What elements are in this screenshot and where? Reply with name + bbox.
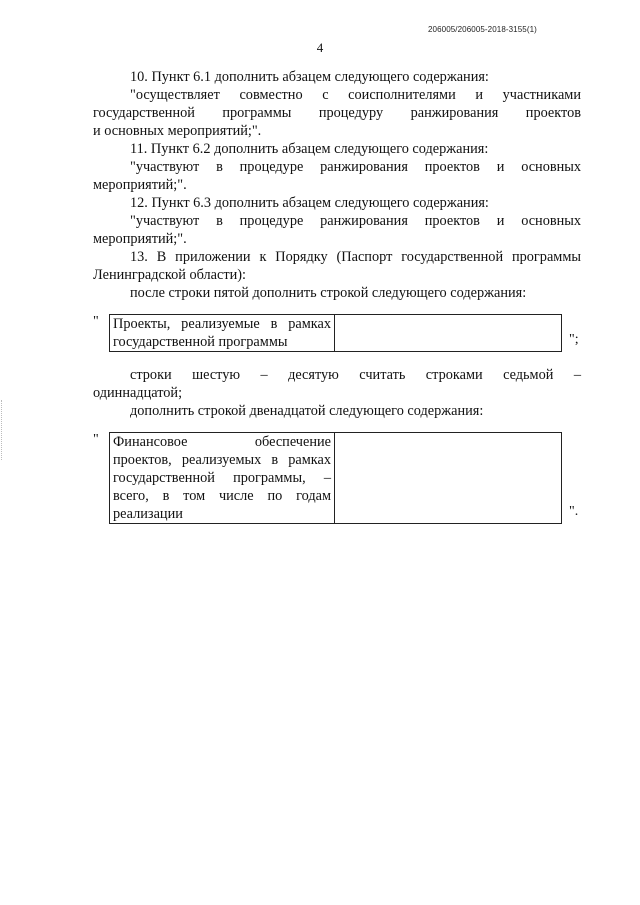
table-2-label-line-2: проектов, реализуемых в рамках <box>113 452 331 468</box>
table-2-close-quote: ". <box>569 504 579 519</box>
table-1-open-quote: " <box>93 314 99 329</box>
add-row-12-text: дополнить строкой двенадцатой следующего содержания: <box>130 403 484 419</box>
renumber-block <box>93 366 581 420</box>
scan-margin-mark <box>1 400 3 460</box>
table-1-value-cell <box>335 315 562 352</box>
renumber-line-2: одиннадцатой; <box>93 385 183 401</box>
item-11-line-1: "участвуют в процедуре ранжирования проектов и основных <box>130 159 581 175</box>
table-2-label-cell <box>110 433 335 524</box>
item-12-title: 12. Пункт 6.3 дополнить абзацем следующего содержания: <box>130 195 489 211</box>
inserted-row-2 <box>93 432 583 524</box>
table-1-label-cell <box>110 315 335 352</box>
table-1-close-quote: "; <box>569 332 579 347</box>
table-2-label-line-4: всего, в том числе по годам <box>113 488 331 504</box>
table-1-label-line-1: Проекты, реализуемые в рамках <box>113 316 331 332</box>
item-11-line-2: мероприятий;". <box>93 177 187 193</box>
renumber-line-1: строки шестую – десятую считать строками седьмой – <box>130 367 581 383</box>
item-12-line-1: "участвуют в процедуре ранжирования проектов и основных <box>130 213 581 229</box>
table-2 <box>109 432 562 524</box>
amendments-block <box>93 68 581 302</box>
table-2-open-quote: " <box>93 432 99 447</box>
table-row <box>110 315 562 352</box>
item-12-line-2: мероприятий;". <box>93 231 187 247</box>
table-2-label-line-1: Финансовое обеспечение <box>113 434 331 450</box>
item-10-line-2: государственной программы процедуру ранжирования проектов <box>93 105 581 121</box>
table-row <box>110 433 562 524</box>
table-2-value-cell <box>335 433 562 524</box>
item-13-line-2: Ленинградской области): <box>93 267 246 283</box>
item-10-title: 10. Пункт 6.1 дополнить абзацем следующего содержания: <box>130 69 489 85</box>
item-13-line-1: 13. В приложении к Порядку (Паспорт государственной программы <box>130 249 581 265</box>
table-2-label-line-3: государственной программы, – <box>113 470 331 486</box>
item-11-title: 11. Пункт 6.2 дополнить абзацем следующего содержания: <box>130 141 489 157</box>
table-1 <box>109 314 562 352</box>
page-number: 4 <box>316 40 324 55</box>
inserted-row-1 <box>93 314 583 354</box>
table-2-label-line-5: реализации <box>113 506 183 522</box>
item-10-line-1: "осуществляет совместно с соисполнителями и участниками <box>130 87 581 103</box>
item-10-line-3: и основных мероприятий;". <box>93 123 262 139</box>
item-13-line-3: после строки пятой дополнить строкой следующего содержания: <box>130 285 527 301</box>
table-1-label-line-2: государственной программы <box>113 334 288 350</box>
document-id: 206005/206005-2018-3155(1) <box>428 25 537 34</box>
